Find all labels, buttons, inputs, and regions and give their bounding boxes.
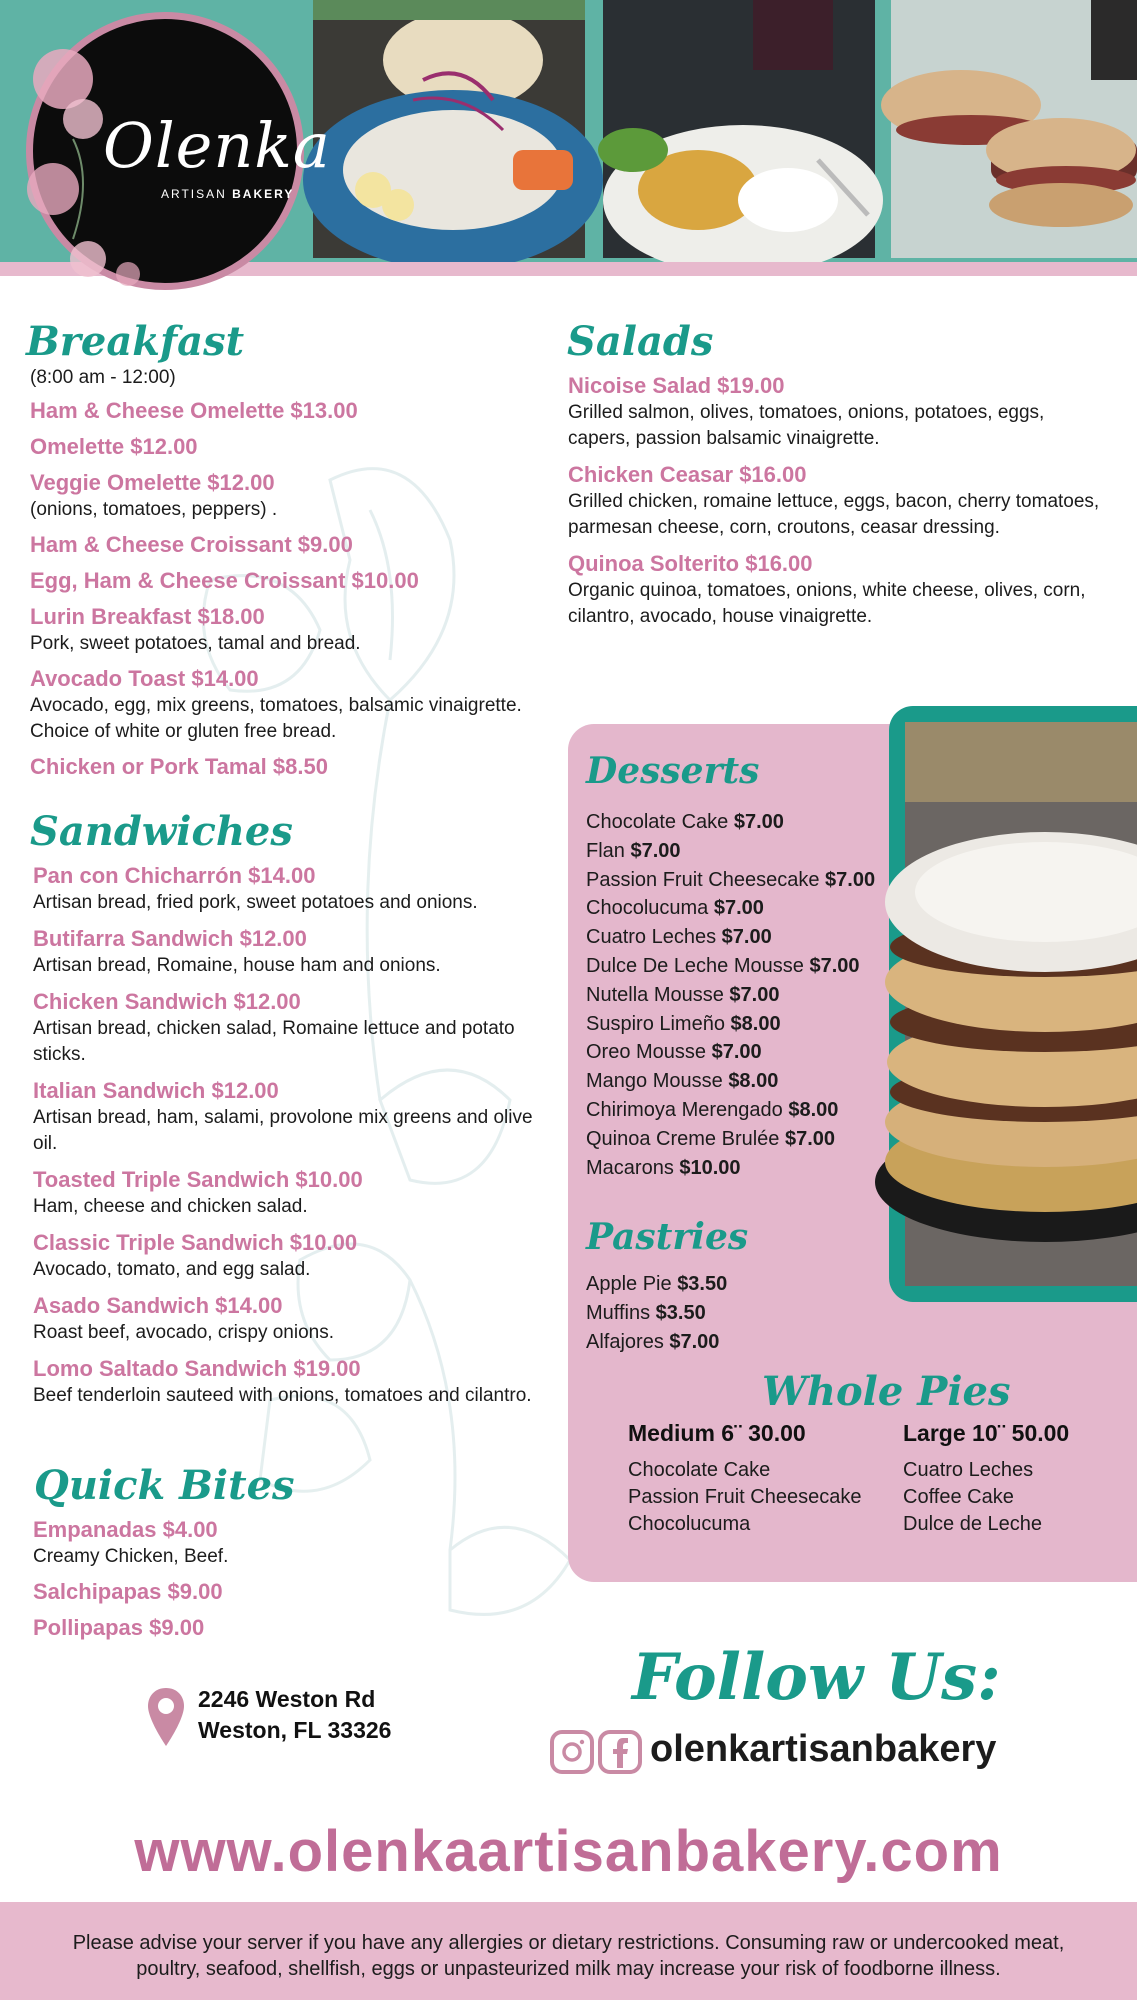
address-line-2: Weston, FL 33326 — [198, 1717, 392, 1743]
price-line — [586, 1299, 906, 1328]
salads-heading: Salads — [567, 318, 714, 365]
price-line — [586, 894, 906, 923]
price-line — [586, 1010, 906, 1039]
sandwich-photo — [891, 0, 1137, 258]
menu-item-title: Nicoise Salad $19.00 — [568, 373, 785, 398]
breakfast-section — [30, 365, 550, 781]
rice-dish-photo — [603, 0, 875, 258]
menu-item-desc: Ham, cheese and chicken salad. — [33, 1196, 308, 1217]
price-line — [586, 808, 906, 837]
salads-section — [568, 372, 1108, 630]
quick-bites-section — [33, 1516, 553, 1642]
dessert-name: Chocolate Cake — [586, 811, 729, 833]
logo-name: Olenka — [103, 109, 331, 182]
pastries-heading: Pastries — [586, 1216, 749, 1258]
price-line — [586, 1125, 906, 1154]
dessert-name: Passion Fruit Cheesecake — [586, 868, 820, 891]
pie-name: Chocolucuma — [628, 1513, 751, 1535]
dessert-name: Quinoa Creme Brulée — [586, 1127, 780, 1150]
dessert-price: $7.00 — [809, 954, 860, 977]
instagram-icon[interactable] — [550, 1730, 594, 1774]
facebook-icon[interactable] — [598, 1730, 642, 1774]
price-line — [586, 952, 906, 981]
menu-item-desc: (onions, tomatoes, peppers) . — [30, 499, 278, 520]
menu-item-desc: Artisan bread, chicken salad, Romaine lettuce and potato sticks. — [33, 1018, 515, 1065]
large-pie-list — [903, 1457, 1123, 1538]
dessert-price: $7.00 — [825, 868, 876, 891]
pie-name: Passion Fruit Cheesecake — [628, 1486, 862, 1508]
sandwiches-section — [33, 862, 553, 1409]
brand-logo — [26, 12, 331, 290]
menu-item-title: Quinoa Solterito $16.00 — [568, 551, 813, 576]
dessert-price: $7.00 — [733, 811, 784, 833]
menu-item-title: Chicken Sandwich $12.00 — [33, 989, 301, 1014]
allergy-disclaimer: Please advise your server if you have any allergies or dietary restrictions. Consuming raw or undercooked meat, poultry, seafood, shellfish, eggs or unpasteurized milk may increase your risk of foodborne illness. — [72, 1932, 1065, 1980]
menu-item-title: Chicken Ceasar $16.00 — [568, 462, 807, 487]
whole-pies-heading: Whole Pies — [762, 1368, 1011, 1415]
breakfast-hours: (8:00 am - 12:00) — [30, 367, 176, 388]
menu-item-title: Butifarra Sandwich $12.00 — [33, 926, 307, 951]
price-line — [586, 981, 906, 1010]
menu-item-title: Veggie Omelette $12.00 — [30, 470, 275, 495]
menu-item-title: Italian Sandwich $12.00 — [33, 1078, 279, 1103]
address-line-1: 2246 Weston Rd — [198, 1686, 376, 1712]
menu-item-title: Lurin Breakfast $18.00 — [30, 604, 265, 629]
medium-pies — [628, 1420, 898, 1538]
menu-item-desc: Artisan bread, Romaine, house ham and onions. — [33, 955, 441, 976]
menu-item-title: Chicken or Pork Tamal $8.50 — [30, 754, 328, 779]
dessert-name: Alfajores — [586, 1330, 664, 1353]
pie-name: Cuatro Leches — [903, 1459, 1034, 1481]
menu-item-desc: Pork, sweet potatoes, tamal and bread. — [30, 633, 361, 654]
dessert-name: Flan — [586, 839, 625, 862]
dessert-name: Dulce De Leche Mousse — [586, 954, 804, 977]
menu-item-desc: Artisan bread, fried pork, sweet potatoes and onions. — [33, 892, 478, 913]
menu-item-desc: Beef tenderloin sauteed with onions, tomatoes and cilantro. — [33, 1385, 532, 1406]
alfajor-photo — [905, 722, 1137, 1286]
desserts-list — [586, 808, 906, 1182]
menu-item-title: Lomo Saltado Sandwich $19.00 — [33, 1356, 361, 1381]
menu-item-title: Salchipapas $9.00 — [33, 1579, 223, 1604]
address — [198, 1684, 391, 1746]
dessert-name: Apple Pie — [586, 1273, 672, 1295]
dessert-name: Chirimoya Merengado — [586, 1098, 783, 1121]
menu-item-title: Empanadas $4.00 — [33, 1517, 218, 1542]
price-line — [586, 1154, 906, 1183]
sandwiches-heading: Sandwiches — [30, 808, 293, 855]
price-line — [586, 837, 906, 866]
menu-item-desc: Grilled chicken, romaine lettuce, eggs, bacon, cherry tomatoes, parmesan cheese, corn, croutons, ceasar dressing. — [568, 491, 1100, 538]
dessert-price: $7.00 — [713, 897, 764, 920]
pie-name: Dulce de Leche — [903, 1513, 1042, 1535]
menu-item-title: Ham & Cheese Omelette $13.00 — [30, 398, 358, 423]
menu-item-title: Pollipapas $9.00 — [33, 1615, 205, 1640]
menu-item-title: Classic Triple Sandwich $10.00 — [33, 1230, 358, 1255]
dessert-price: $7.00 — [721, 926, 772, 949]
dessert-price: $3.50 — [655, 1301, 706, 1324]
pie-name: Chocolate Cake — [628, 1459, 771, 1481]
pastries-list — [586, 1270, 906, 1356]
price-line — [586, 866, 906, 895]
menu-item-desc: Organic quinoa, tomatoes, onions, white cheese, olives, corn, cilantro, avocado, house vinaigrette. — [568, 580, 1086, 627]
dessert-name: Oreo Mousse — [586, 1041, 707, 1064]
pie-name: Coffee Cake — [903, 1486, 1014, 1508]
dessert-price: $10.00 — [679, 1156, 741, 1179]
menu-item-desc: Roast beef, avocado, crispy onions. — [33, 1322, 335, 1343]
menu-item-desc: Artisan bread, ham, salami, provolone mix greens and olive oil. — [33, 1107, 533, 1154]
dessert-name: Muffins — [586, 1301, 651, 1324]
menu-item-desc: Grilled salmon, olives, tomatoes, onions, potatoes, eggs, capers, passion balsamic vinaigrette. — [568, 402, 1045, 449]
menu-item-title: Omelette $12.00 — [30, 434, 198, 459]
menu-item-desc: Creamy Chicken, Beef. — [33, 1546, 229, 1567]
logo-subtitle: ARTISAN BAKERY — [161, 187, 295, 201]
menu-item-desc: Avocado, tomato, and egg salad. — [33, 1259, 311, 1280]
menu-item-title: Egg, Ham & Cheese Croissant $10.00 — [30, 568, 419, 593]
dessert-name: Cuatro Leches — [586, 926, 717, 949]
menu-item-title: Toasted Triple Sandwich $10.00 — [33, 1167, 363, 1192]
price-line — [586, 1038, 906, 1067]
price-line — [586, 1067, 906, 1096]
dessert-price: $3.50 — [677, 1273, 728, 1295]
dessert-name: Macarons — [586, 1156, 674, 1179]
dessert-price: $7.00 — [785, 1127, 836, 1150]
price-line — [586, 1270, 906, 1299]
medium-pie-list — [628, 1457, 898, 1538]
follow-us-heading: Follow Us: — [632, 1640, 1001, 1715]
menu-item-desc: Avocado, egg, mix greens, tomatoes, balsamic vinaigrette. Choice of white or gluten free bread. — [30, 695, 522, 742]
dessert-price: $8.00 — [788, 1098, 839, 1121]
website-link[interactable]: www.olenkaartisanbakery.com — [134, 1819, 1003, 1884]
dessert-name: Suspiro Limeño — [586, 1012, 725, 1035]
menu-item-title: Pan con Chicharrón $14.00 — [33, 863, 316, 888]
dessert-price: $7.00 — [669, 1330, 720, 1353]
social-handle[interactable]: olenkartisanbakery — [650, 1728, 997, 1770]
price-line — [586, 1328, 906, 1357]
breakfast-heading: Breakfast — [26, 318, 245, 365]
menu-item-title: Avocado Toast $14.00 — [30, 666, 259, 691]
dessert-name: Nutella Mousse — [586, 983, 724, 1006]
large-pie-price: Large 10¨ 50.00 — [903, 1420, 1070, 1446]
dessert-price: $7.00 — [729, 983, 780, 1006]
dessert-name: Chocolucuma — [586, 897, 709, 920]
price-line — [586, 923, 906, 952]
dessert-price: $8.00 — [728, 1070, 779, 1093]
medium-pie-price: Medium 6¨ 30.00 — [628, 1420, 806, 1446]
price-line — [586, 1096, 906, 1125]
ceviche-photo — [313, 0, 585, 258]
dessert-name: Mango Mousse — [586, 1070, 723, 1093]
dessert-price: $8.00 — [730, 1012, 781, 1035]
dessert-price: $7.00 — [630, 839, 681, 862]
dessert-price: $7.00 — [711, 1041, 762, 1064]
menu-item-title: Asado Sandwich $14.00 — [33, 1293, 283, 1318]
desserts-heading: Desserts — [586, 750, 760, 792]
large-pies — [903, 1420, 1123, 1538]
quick-bites-heading: Quick Bites — [34, 1462, 295, 1509]
menu-item-title: Ham & Cheese Croissant $9.00 — [30, 532, 353, 557]
location-pin-icon — [146, 1686, 186, 1748]
